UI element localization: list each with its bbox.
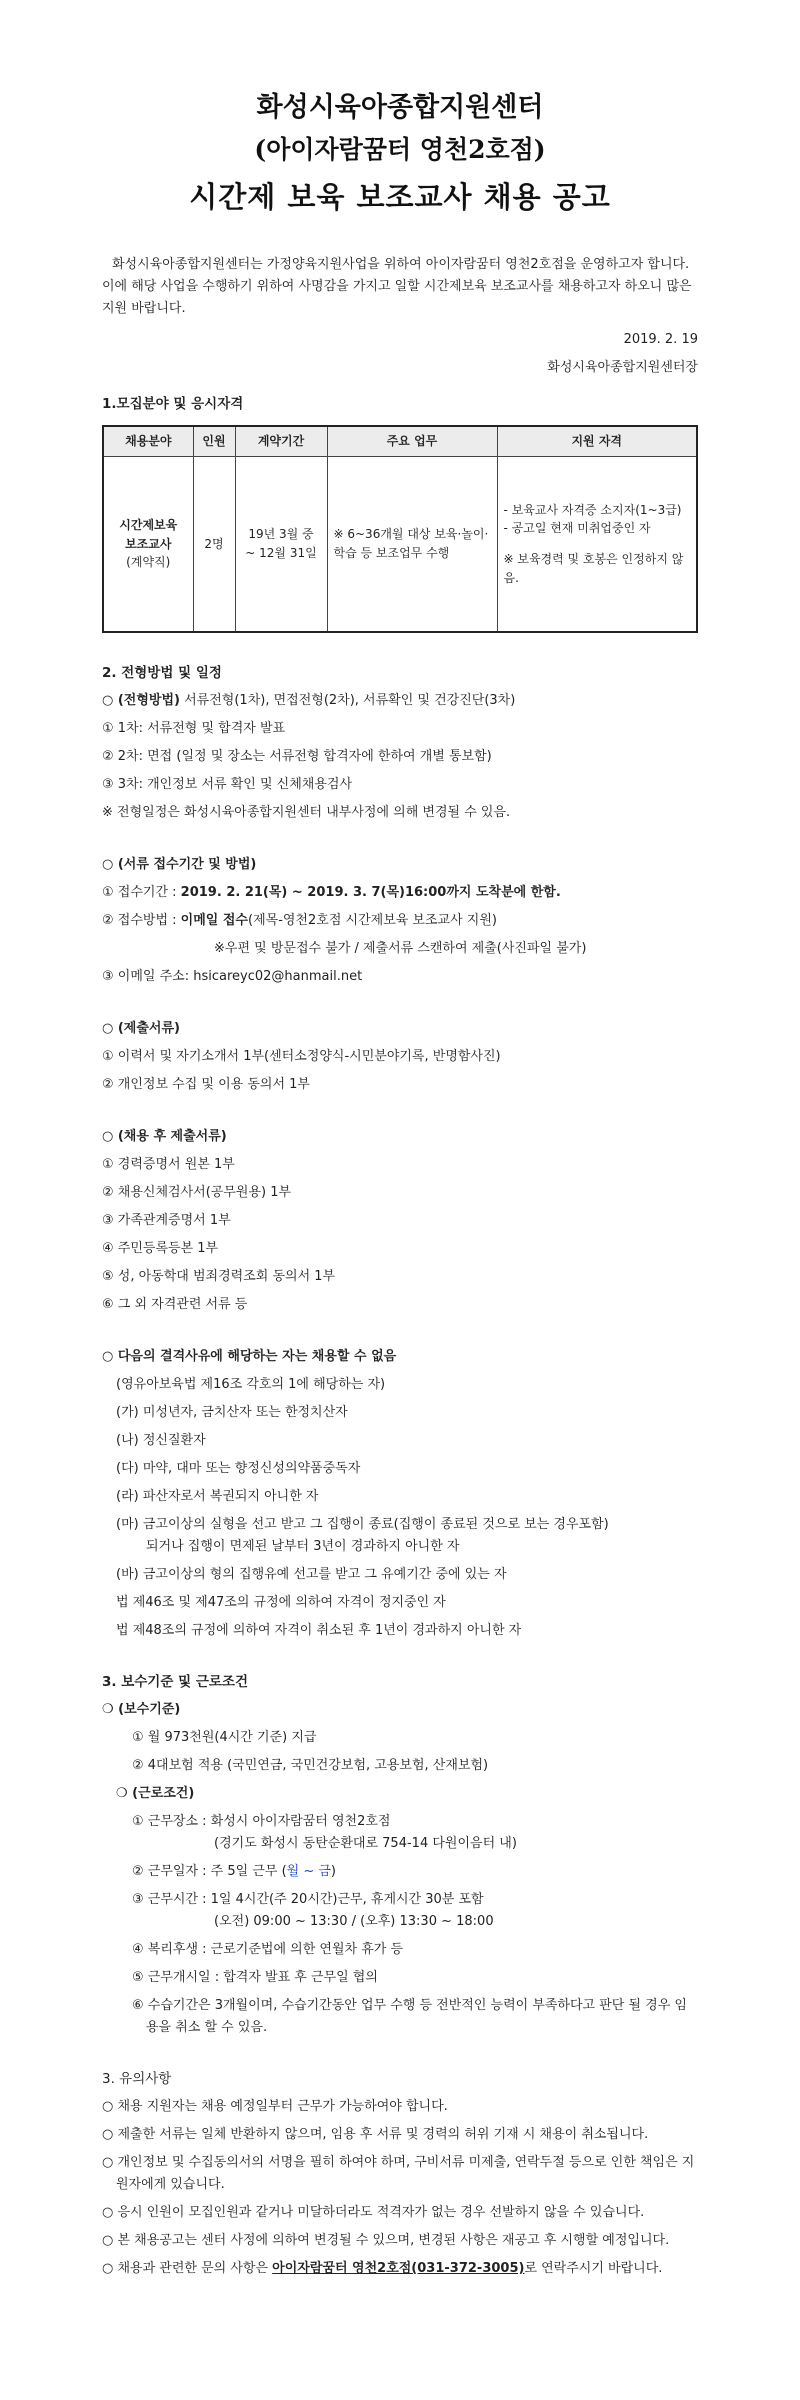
disqualification-item-7: 법 제46조 및 제47조의 규정에 의하여 자격이 정지중인 자 (116, 1595, 446, 1611)
work-probation: ⑥ 수습기간은 3개월이며, 수습기간동안 업무 수행 등 전반적인 능력이 부족하다고 판단 될 경우 임용을 취소 할 수 있음. (132, 1998, 687, 2036)
selection-note: ※ 전형일정은 화성시육아종합지원센터 내부사정에 의해 변경될 수 있음. (102, 805, 511, 821)
post-documents-item-4: ④ 주민등록등본 1부 (102, 1241, 219, 1257)
recruitment-table (102, 425, 698, 633)
issuer-name: 화성시육아종합지원센터장 (547, 360, 698, 376)
cell-duty: ※ 6~36개월 대상 보육·놀이·학습 등 보조업무 수행 (327, 456, 497, 632)
title-announcement: 시간제 보육 보조교사 채용 공고 (189, 180, 611, 214)
cell-count: 2명 (193, 456, 235, 632)
notes-item-1: ○ 채용 지원자는 채용 예정일부터 근무가 가능하여야 합니다. (102, 2098, 448, 2114)
disqualification-item-5-cont: 되거나 집행이 면제된 날부터 3년이 경과하지 아니한 자 (146, 1539, 460, 1555)
th-qualification: 지원 자격 (497, 426, 697, 456)
work-place: ① 근무장소 : 화성시 아이자람꿈터 영천2호점 (132, 1814, 391, 1830)
selection-method: ○ (전형방법) 서류전형(1차), 면접전형(2차), 서류확인 및 건강진단(3차) (102, 693, 516, 709)
work-welfare: ④ 복리후생 : 근로기준법에 의한 연월차 휴가 등 (132, 1942, 404, 1958)
disqualification-item-3: (다) 마약, 대마 또는 향정신성의약품중독자 (116, 1461, 361, 1477)
receipt-heading: ○ (서류 접수기간 및 방법) (102, 857, 257, 873)
disqualification-basis: (영유아보육법 제16조 각호의 1에 해당하는 자) (116, 1377, 386, 1393)
section-recruitment-title: 1.모집분야 및 응시자격 (102, 396, 244, 413)
th-field: 채용분야 (103, 426, 193, 456)
notes-item-4: ○ 응시 인원이 모집인원과 같거나 미달하더라도 적격자가 없는 경우 선발하지 않을 수 있습니다. (102, 2204, 645, 2220)
post-documents-item-3: ③ 가족관계증명서 1부 (102, 1213, 231, 1229)
contact-info: 아이자람꿈터 영천2호점(031-372-3005) (272, 2260, 525, 2276)
disqualification-heading: ○ 다음의 결격사유에 해당하는 자는 채용할 수 없음 (102, 1349, 397, 1365)
receipt-method: ② 접수방법 : 이메일 접수(제목-영천2호점 시간제보육 보조교사 지원) (102, 913, 497, 929)
selection-step-2: ② 2차: 면접 (일정 및 장소는 서류전형 합격자에 한하여 개별 통보함) (102, 749, 492, 765)
title-branch-name: (아이자람꿈터 영천2호점) (254, 135, 546, 164)
th-count: 인원 (193, 426, 235, 456)
receipt-period: ① 접수기간 : 2019. 2. 21(목) ~ 2019. 3. 7(목)16:00까지 도착분에 한함. (102, 885, 561, 901)
selection-step-3: ③ 3차: 개인정보 서류 확인 및 신체채용검사 (102, 777, 353, 793)
documents-item-2: ② 개인정보 수집 및 이용 동의서 1부 (102, 1077, 310, 1093)
post-documents-item-5: ⑤ 성, 아동학대 범죄경력조회 동의서 1부 (102, 1269, 336, 1285)
work-address: (경기도 화성시 동탄순환대로 754-14 다원이음터 내) (214, 1836, 517, 1852)
post-documents-item-1: ① 경력증명서 원본 1부 (102, 1157, 235, 1173)
work-days: ② 근무일자 : 주 5일 근무 (월 ~ 금) (132, 1864, 336, 1880)
work-heading: ❍ (근로조건) (116, 1786, 195, 1802)
cell-period: 19년 3월 중 ~ 12월 31일 (235, 456, 327, 632)
intro-paragraph: 화성시육아종합지원센터는 가정양육지원사업을 위하여 아이자람꿈터 영천2호점을 운영하고자 합니다. 이에 해당 사업을 수행하기 위하여 사명감을 가지고 일할 시간제보육 보조교사를 채용하고자 하오니 많은 지원 바랍니다. (102, 257, 692, 316)
disqualification-item-5: (마) 금고이상의 실형을 선고 받고 그 집행이 종료(집행이 종료된 것으로 보는 경우포함) (116, 1517, 609, 1533)
disqualification-item-1: (가) 미성년자, 금치산자 또는 한정치산자 (116, 1405, 348, 1421)
work-hours-detail: (오전) 09:00 ~ 13:30 / (오후) 13:30 ~ 18:00 (214, 1914, 494, 1930)
notes-item-6: ○ 채용과 관련한 문의 사항은 아이자람꿈터 영천2호점(031-372-3005)로 연락주시기 바랍니다. (102, 2260, 663, 2276)
disqualification-item-4: (라) 파산자로서 복권되지 아니한 자 (116, 1489, 319, 1505)
disqualification-item-8: 법 제48조의 규정에 의하여 자격이 취소된 후 1년이 경과하지 아니한 자 (116, 1623, 522, 1639)
pay-heading: ❍ (보수기준) (102, 1702, 181, 1718)
selection-step-1: ① 1차: 서류전형 및 합격자 발표 (102, 721, 286, 737)
pay-item-1: ① 월 973천원(4시간 기준) 지급 (132, 1730, 317, 1746)
th-duty: 주요 업무 (327, 426, 497, 456)
receipt-email: ③ 이메일 주소: hsicareyc02@hanmail.net (102, 969, 363, 985)
notes-item-3: ○ 개인정보 및 수집동의서의 서명을 필히 하여야 하며, 구비서류 미제출, 연락두절 등으로 인한 책임은 지원자에게 있습니다. (102, 2154, 695, 2192)
documents-item-1: ① 이력서 및 자기소개서 1부(센터소정양식-시민분야기록, 반명함사진) (102, 1049, 501, 1065)
disqualification-item-6: (바) 금고이상의 형의 집행유예 선고를 받고 그 유예기간 중에 있는 자 (116, 1567, 507, 1583)
work-hours: ③ 근무시간 : 1일 4시간(주 20시간)근무, 휴게시간 30분 포함 (132, 1892, 484, 1908)
disqualification-item-2: (나) 정신질환자 (116, 1433, 206, 1449)
notes-item-5: ○ 본 채용공고는 센터 사정에 의하여 변경될 수 있으며, 변경된 사항은 재공고 후 시행할 예정입니다. (102, 2232, 670, 2248)
table-header-row (103, 426, 697, 456)
announcement-date: 2019. 2. 19 (623, 332, 698, 347)
cell-field: 시간제보육 보조교사 (계약직) (103, 456, 193, 632)
section-selection-title: 2. 전형방법 및 일정 (102, 665, 222, 682)
notes-item-2: ○ 제출한 서류는 일체 반환하지 않으며, 임용 후 서류 및 경력의 허위 기재 시 채용이 취소됩니다. (102, 2126, 649, 2142)
work-start: ⑤ 근무개시일 : 합격자 발표 후 근무일 협의 (132, 1970, 378, 1986)
title-center-name: 화성시육아종합지원센터 (256, 92, 544, 123)
receipt-method-note: ※우편 및 방문접수 불가 / 제출서류 스캔하여 제출(사진파일 불가) (214, 941, 587, 957)
pay-item-2: ② 4대보험 적용 (국민연금, 국민건강보험, 고용보험, 산재보험) (132, 1758, 489, 1774)
section-notes-title: 3. 유의사항 (102, 2071, 172, 2088)
th-period: 계약기간 (235, 426, 327, 456)
post-documents-item-2: ② 채용신체검사서(공무원용) 1부 (102, 1185, 292, 1201)
cell-qualification: - 보육교사 자격증 소지자(1~3급) - 공고일 현재 미취업중인 자 ※ 보육경력 및 호봉은 인정하지 않음. (497, 456, 697, 632)
section-pay-title: 3. 보수기준 및 근로조건 (102, 1674, 248, 1691)
documents-heading: ○ (제출서류) (102, 1021, 180, 1037)
post-documents-heading: ○ (채용 후 제출서류) (102, 1129, 227, 1145)
post-documents-item-6: ⑥ 그 외 자격관련 서류 등 (102, 1297, 248, 1313)
table-row (103, 456, 697, 632)
